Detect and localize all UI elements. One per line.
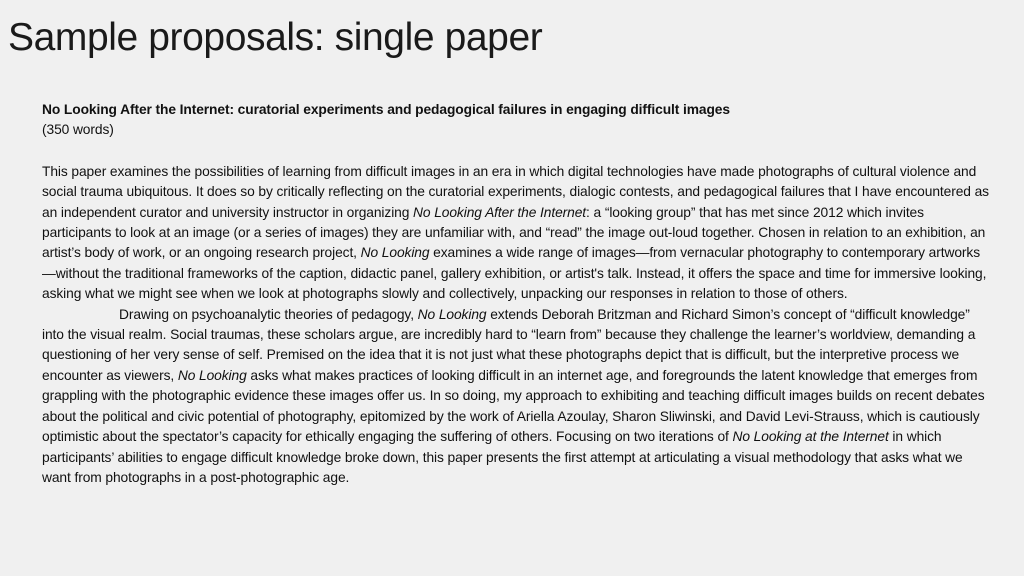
slide-title: Sample proposals: single paper xyxy=(8,16,543,59)
proposal-body xyxy=(42,100,992,488)
paper-title: No Looking After the Internet: curatorial experiments and pedagogical failures in engaging difficult images xyxy=(42,102,730,117)
p1-run-italic: No Looking xyxy=(360,245,430,261)
paragraph-1 xyxy=(42,162,992,305)
word-count: (350 words) xyxy=(42,122,114,138)
p2-run-italic: No Looking xyxy=(417,306,487,322)
p1-run: This paper examines the possibilities of learning from difficult images in an era in which digital technologies have made photographs of cultural violence and social trauma ubiquitous. It does so by critically reflecting on the curatorial experiments, dialogic contests, and pedagogical failures that I have encountered as an independent curator and university instructor in organizing xyxy=(42,163,989,220)
p2-run: asks what makes practices of looking difficult in an internet age, and foregrounds the latent knowledge that emerges from grappling with the photographic evidence these images offer us. In so doing, my approach to exhibiting and teaching difficult images builds on recent debates about the political and civic potential of photography, epitomized by the work of Ariella Azoulay, Sharon Sliwinski, and David Levi-Strauss, which is cautiously optimistic about the spectator’s capacity for ethically engaging the suffering of others. Focusing on two iterations of xyxy=(42,367,985,445)
p1-run: : a “looking group” that has met since 2012 which invites participants to look at an image (or a series of images) they are unfamiliar with, and “read” the image out-loud together. Chosen in relation to an exhibition, an artist’s body of work, or an ongoing research project, xyxy=(42,204,986,261)
p2-run: extends Deborah Britzman and Richard Simon’s concept of “difficult knowledge” into the visual realm. Social traumas, these scholars argue, are incredibly hard to “learn from” because they challenge the learner’s worldview, demanding a questioning of her very sense of self. Premised on the idea that it is not just what these photographs depict that is difficult, but the interpretive process we encounter as viewers, xyxy=(42,306,976,383)
p1-run-italic: No Looking After the Internet xyxy=(413,204,587,220)
p2-run-italic: No Looking xyxy=(177,367,247,383)
paragraph-2 xyxy=(42,305,992,489)
p2-run-italic: No Looking at the Internet xyxy=(732,429,889,445)
p2-run: Drawing on psychoanalytic theories of pedagogy, xyxy=(119,306,418,322)
p1-run: examines a wide range of images—from vernacular photography to contemporary artworks—without the traditional frameworks of the caption, didactic panel, gallery exhibition, or artist's talk. Instead, it offers the space and time for immersive looking, asking what we might see when we look at photographs slowly and collectively, unpacking our responses in relation to those of others. xyxy=(42,245,987,302)
p2-run: in which participants’ abilities to engage difficult knowledge broke down, this paper presents the first attempt at articulating a visual methodology that asks what we want from photographs in a post-photographic age. xyxy=(42,429,963,485)
